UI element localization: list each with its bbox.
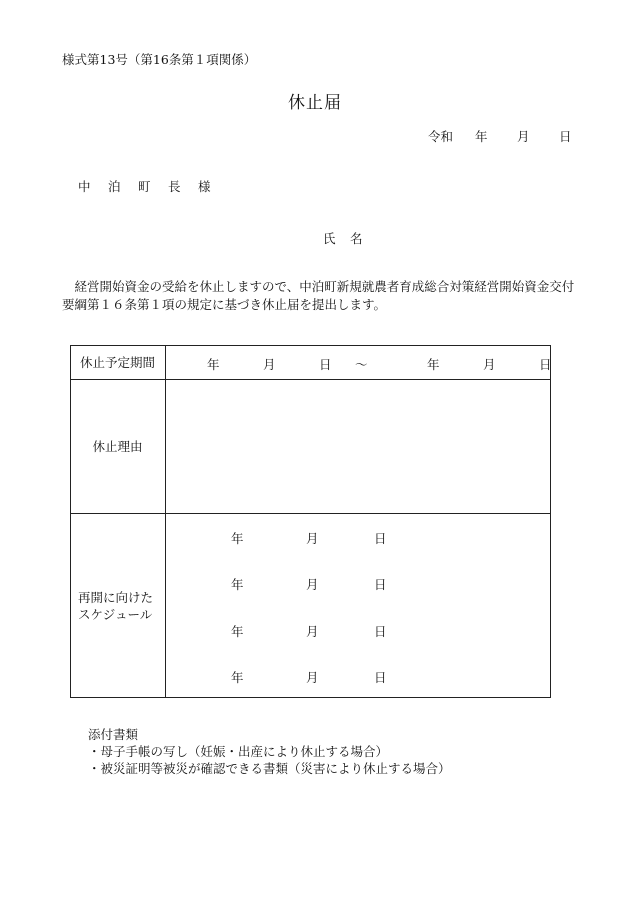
table-row-divider: [70, 379, 551, 380]
attachments-title: 添付書類: [88, 727, 139, 742]
period-start-day: 日: [319, 357, 332, 372]
applicant-name-label: [323, 229, 377, 247]
schedule-month: 月: [306, 670, 319, 685]
date-line: [428, 127, 572, 145]
addressee-char: 長: [168, 179, 181, 194]
table-row-divider: [70, 513, 551, 514]
period-end-day: 日: [539, 357, 552, 372]
addressee: [78, 177, 228, 195]
schedule-table: [70, 345, 551, 698]
schedule-month: 月: [306, 624, 319, 639]
period-end-month: 月: [483, 357, 496, 372]
addressee-char: 様: [198, 179, 211, 194]
addressee-char: 泊: [108, 179, 121, 194]
schedule-label: 再開に向けたスケジュール: [78, 590, 154, 622]
addressee-char: 中: [78, 179, 91, 194]
schedule-year: 年: [231, 624, 244, 639]
schedule-year: 年: [231, 531, 244, 546]
date-month: 月: [517, 129, 530, 144]
schedule-month: 月: [306, 577, 319, 592]
document-title: 休止届: [288, 93, 342, 113]
attachment-item: ・被災証明等被災が確認できる書類（災害により休止する場合）: [88, 761, 451, 776]
form-number: 様式第13号（第16条第１項関係）: [62, 52, 257, 67]
addressee-char: 町: [138, 179, 151, 194]
table-column-divider: [165, 345, 166, 698]
date-day: 日: [559, 129, 572, 144]
date-year: 年: [475, 129, 488, 144]
reason-label: 休止理由: [92, 439, 143, 454]
attachment-item: ・母子手帳の写し（妊娠・出産により休止する場合）: [88, 744, 389, 759]
schedule-day: 日: [374, 531, 387, 546]
period-tilde: ～: [355, 357, 368, 372]
schedule-month: 月: [306, 531, 319, 546]
period-start-year: 年: [207, 357, 220, 372]
period-end-year: 年: [427, 357, 440, 372]
period-label: 休止予定期間: [79, 355, 155, 370]
period-start-month: 月: [263, 357, 276, 372]
schedule-day: 日: [374, 577, 387, 592]
schedule-year: 年: [231, 670, 244, 685]
name-label-char: 名: [350, 231, 363, 246]
name-label-char: 氏: [323, 231, 336, 246]
date-era: 令和: [428, 129, 454, 144]
body-text: 経営開始資金の受給を休止しますので、中泊町新規就農者育成総合対策経営開始資金交付要綱第１６条第１項の規定に基づき休止届を提出します。: [62, 279, 575, 312]
schedule-day: 日: [374, 624, 387, 639]
schedule-day: 日: [374, 670, 387, 685]
schedule-year: 年: [231, 577, 244, 592]
